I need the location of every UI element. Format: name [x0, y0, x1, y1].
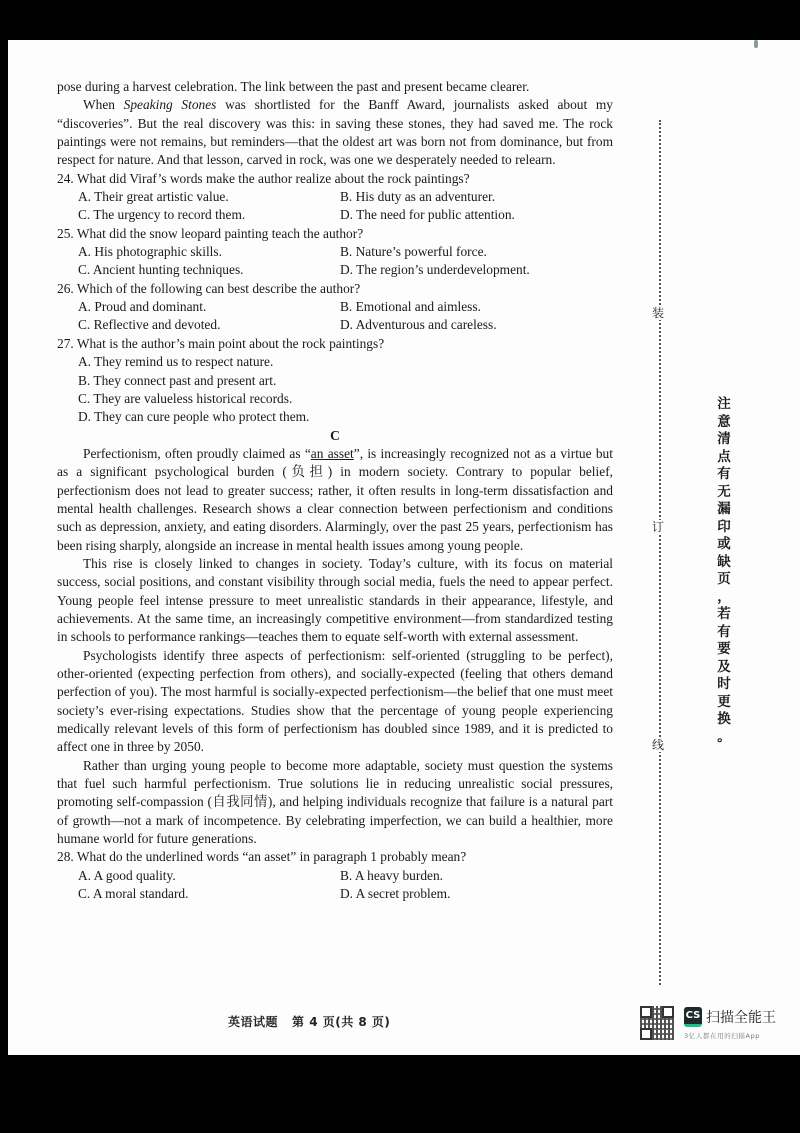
- option-a: A. They remind us to respect nature.: [78, 354, 274, 370]
- passage-c-paragraph-4: Rather than urging young people to become more adaptable, society must question the systems that fuel such harmful perfectionism. True solutions lie in reducing unrealistic social pressures, promoting self-compassion (自我同情), and helping individuals recognize that failure is a natural part of growth—not a mark of incompetence. By celebrating imperfection, we can build a healthier, more humane world for future generations.: [57, 757, 613, 847]
- question-stem: 27. What is the author’s main point about the rock paintings?: [57, 335, 385, 351]
- exam-content: [57, 78, 613, 903]
- question-25: [57, 225, 613, 280]
- watermark-brand-name: 扫描全能王: [706, 1010, 776, 1026]
- option-c: C. Ancient hunting techniques.: [78, 262, 244, 278]
- subject-label: 英语试题: [228, 1015, 279, 1029]
- question-stem: 24. What did Viraf’s words make the author realize about the rock paintings?: [57, 170, 470, 186]
- passage-b-final-paragraph: When Speaking Stones was shortlisted for the Banff Award, journalists asked about my “discoveries”. But the real discovery was this: in saving these stones, they had saved me. The rock paintings were not remains, but reminders—that the oldest art was born not from dominance, but from respect for nature. And that lesson, carved in rock, was one we desperately needed to relearn.: [57, 97, 613, 168]
- page-footer: [228, 1013, 390, 1030]
- question-27: [57, 335, 613, 427]
- binding-label-xian: 线: [652, 738, 665, 752]
- option-c: C. Reflective and devoted.: [78, 317, 221, 333]
- option-d: D. The region’s underdevelopment.: [340, 262, 530, 278]
- side-notice-vertical: 注 意 清 点 有 无 漏 印 或 缺 页 ， 若 有 要 及 时 更 换 。: [717, 396, 731, 745]
- passage-c-paragraph-2: This rise is closely linked to changes in society. Today’s culture, with its focus on material success, social positions, and constant visibility through social media, fuels the need to appear perfect. Young people feel intense pressure to meet unrealistic standards in their appearance, lifestyle, and achievements. At the same time, an increasingly competitive environment—from standardized testing in schools to performance rankings—teaches them to equate self-worth with external assessment.: [57, 555, 613, 645]
- option-b: B. A heavy burden.: [340, 867, 444, 883]
- watermark-tagline: 3亿人都在用的扫描App: [684, 1032, 761, 1040]
- option-d: D. They can cure people who protect them.: [78, 409, 310, 425]
- dotted-rule: [659, 120, 661, 985]
- book-title: Speaking Stones: [123, 97, 217, 113]
- option-d: D. The need for public attention.: [340, 207, 515, 223]
- camscanner-logo-icon: CS: [684, 1007, 702, 1027]
- option-a: A. Their great artistic value.: [78, 189, 229, 205]
- question-stem: 25. What did the snow leopard painting teach the author?: [57, 225, 364, 241]
- option-b: B. They connect past and present art.: [78, 372, 277, 388]
- binding-dotted-line: [650, 80, 670, 985]
- section-heading-c: C: [330, 427, 340, 443]
- option-a: A. Proud and dominant.: [78, 299, 207, 315]
- question-stem: 28. What do the underlined words “an asset” in paragraph 1 probably mean?: [57, 849, 467, 865]
- passage-c-paragraph-1: Perfectionism, often proudly claimed as “an asset”, is increasingly recognized not as a virtue but as a significant psychological burden (负担) in modern society. Contrary to popular belief, perfectionism does not lead to greater success; rather, it often results in long-term dissatisfaction and mental health challenges. Research shows a clear connection between perfectionism and conditions such as depression, anxiety, and eating disorders. Alarmingly, over the past 25 years, perfectionism has been rising sharply, alongside an increase in mental health issues among young people.: [57, 445, 613, 553]
- qr-code-icon: [640, 1006, 674, 1040]
- option-d: D. Adventurous and careless.: [340, 317, 497, 333]
- binding-label-zhuang: 装: [652, 306, 665, 320]
- question-24: [57, 170, 613, 225]
- passage-b-last-line: pose during a harvest celebration. The link between the past and present became clearer.: [57, 79, 530, 94]
- option-a: A. A good quality.: [78, 867, 176, 883]
- option-a: A. His photographic skills.: [78, 244, 222, 260]
- question-26: [57, 280, 613, 335]
- underlined-phrase: an asset: [310, 445, 354, 461]
- page-number: 第 4 页(共 8 页): [292, 1015, 391, 1029]
- binding-label-ding: 订: [652, 520, 665, 534]
- question-28: [57, 848, 613, 903]
- option-b: B. His duty as an adventurer.: [340, 189, 496, 205]
- option-b: B. Nature’s powerful force.: [340, 244, 487, 260]
- question-stem: 26. Which of the following can best describe the author?: [57, 280, 361, 296]
- option-c: C. They are valueless historical records.: [78, 390, 293, 406]
- option-d: D. A secret problem.: [340, 886, 451, 902]
- option-b: B. Emotional and aimless.: [340, 299, 481, 315]
- option-c: C. The urgency to record them.: [78, 207, 246, 223]
- option-c: C. A moral standard.: [78, 886, 189, 902]
- scan-artifact: [754, 40, 758, 48]
- passage-c-paragraph-3: Psychologists identify three aspects of perfectionism: self-oriented (struggling to be perfect), other-oriented (expecting perfection from others), and socially-expected (feeling that others demand perfection of you). The most harmful is socially-expected perfectionism—the belief that one must meet society’s ever-rising expectations. Studies show that the percentage of young people experiencing medically relevant levels of this form of perfectionism has doubled since 1989, and it is predicted to affect one in three by 2050.: [57, 647, 613, 755]
